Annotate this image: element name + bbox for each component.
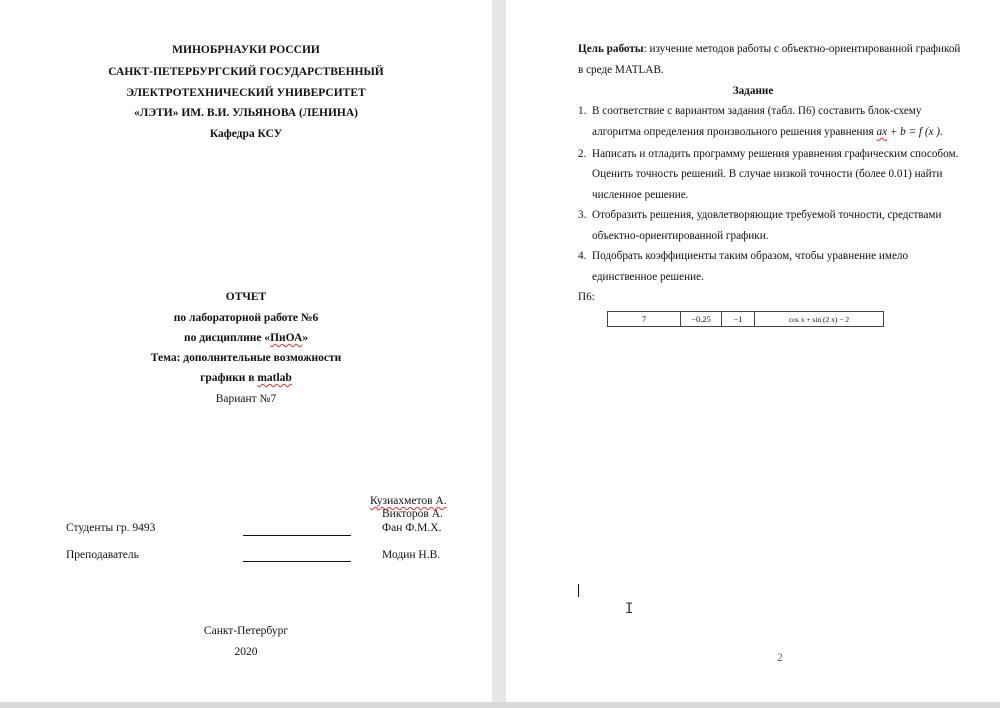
discipline-prefix: по дисциплине « [183, 332, 271, 344]
report-title: ОТЧЕТ [225, 291, 267, 303]
task-2-number: 2. [578, 148, 587, 160]
table-cell-variant: 7 [608, 312, 681, 327]
topic-word: matlab [257, 372, 292, 384]
city-line: Санкт-Петербург [203, 625, 289, 637]
lab-line: по лабораторной работе №6 [173, 312, 319, 324]
university-line-2: ЭЛЕКТРОТЕХНИЧЕСКИЙ УНИВЕРСИТЕТ [126, 87, 366, 99]
student-name-3: Фан Ф.М.Х. [382, 522, 442, 534]
student-name-2: Викторов А. [382, 508, 443, 520]
goal-text: : изучение методов работы с объектно-ориентированной графикой [643, 43, 961, 55]
discipline-suffix: » [302, 332, 309, 344]
task-3-line-1: Отобразить решения, удовлетворяющие требуемой точности, средствами [592, 209, 942, 221]
table-cell-b: −1 [722, 312, 755, 327]
table-cell-function: cos x + sin (2 x) − 2 [755, 312, 884, 327]
task-1-line-1: В соответствие с вариантом задания (табл. П6) составить блок-схему [592, 105, 922, 117]
task-3-number: 3. [578, 209, 587, 221]
teacher-signature-line [243, 561, 351, 562]
p6-label: П6: [578, 291, 595, 303]
students-signature-line [243, 535, 351, 536]
goal-line-1 [578, 43, 960, 55]
topic-prefix: графики в [200, 372, 258, 384]
task-heading: Задание [732, 85, 774, 97]
equation: ax + b = f (x ). [876, 126, 943, 138]
topic-line-2 [0, 372, 492, 384]
task-4-number: 4. [578, 250, 587, 262]
page-number: 2 [777, 652, 783, 664]
student-name-1: Кузиахметов А. [370, 495, 447, 507]
variant-line: Вариант №7 [215, 393, 277, 405]
task-2-line-2: Оценить точность решений. В случае низкой точности (более 0.01) найти [592, 168, 943, 180]
students-label: Студенты гр. 9493 [66, 522, 156, 534]
task-4-line-2: единственное решение. [592, 271, 704, 283]
text-cursor[interactable] [578, 584, 579, 597]
year-line: 2020 [234, 646, 258, 658]
task-3-line-2: объектно-ориентированной графики. [592, 230, 769, 242]
p6-table [607, 311, 884, 327]
title-page [0, 0, 492, 702]
university-line-3: «ЛЭТИ» ИМ. В.И. УЛЬЯНОВА (ЛЕНИНА) [134, 107, 358, 119]
table-row [608, 312, 884, 327]
discipline-line [0, 332, 492, 344]
goal-label: Цель работы [578, 43, 644, 55]
ibeam-cursor-icon: I [625, 601, 634, 617]
table-cell-a: −0.25 [681, 312, 722, 327]
task-2-line-1: Написать и отладить программу решения уравнения графическим способом. [592, 148, 959, 160]
university-line-1: САНКТ-ПЕТЕРБУРГСКИЙ ГОСУДАРСТВЕННЫЙ [108, 66, 384, 78]
task-1-number: 1. [578, 105, 587, 117]
topic-line-1: Тема: дополнительные возможности [150, 352, 342, 364]
goal-line-2: в среде MATLAB. [578, 64, 664, 76]
teacher-name: Модин Н.В. [382, 549, 441, 561]
task-1-line-2: алгоритма определения произвольного решения уравнения ax + b = f (x ). [592, 126, 943, 138]
bottom-scroll-area [0, 702, 1000, 708]
task-2-line-3: численное решение. [592, 189, 689, 201]
teacher-label: Преподаватель [66, 549, 139, 561]
task-page [506, 0, 1000, 702]
ministry-line: МИНОБРНАУКИ РОССИИ [172, 44, 320, 56]
task-4-line-1: Подобрать коэффициенты таким образом, чтобы уравнение имело [592, 250, 909, 262]
department-line: Кафедра КСУ [209, 128, 283, 140]
discipline-name: ПиОА [270, 332, 303, 344]
